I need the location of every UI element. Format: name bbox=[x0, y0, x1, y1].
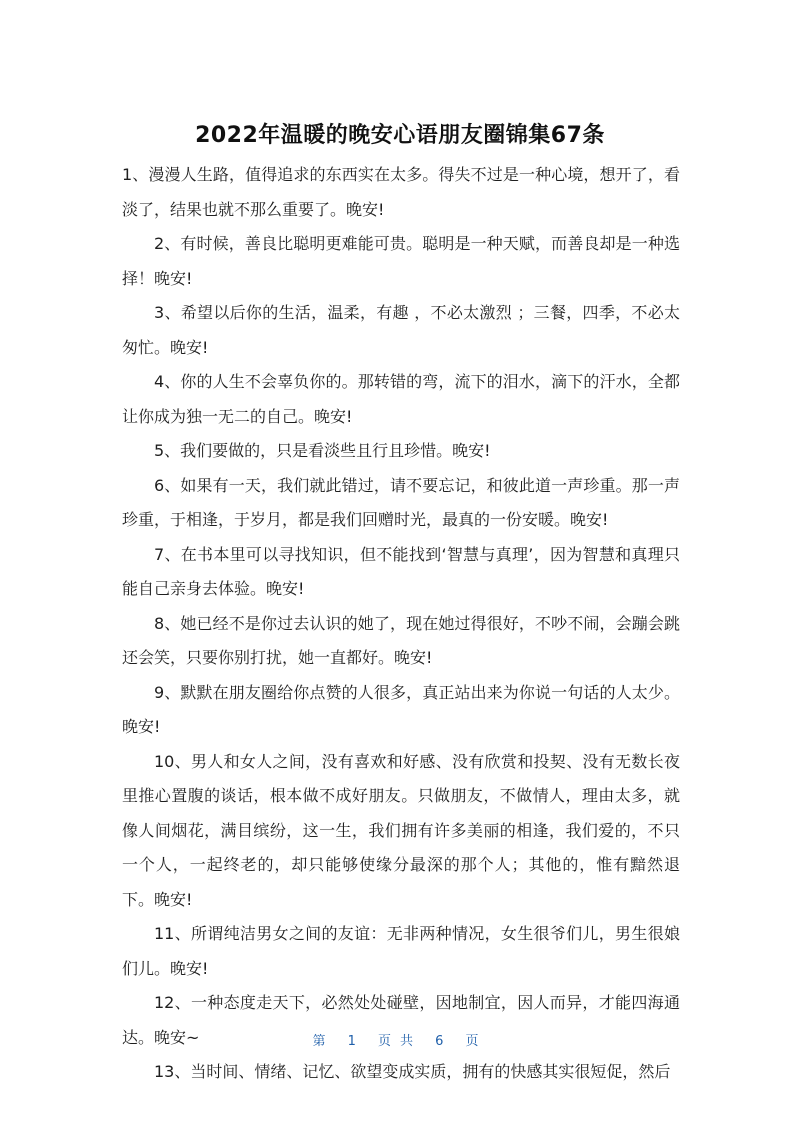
paragraph-9: 9、默默在朋友圈给你点赞的人很多，真正站出来为你说一句话的人太少。晚安! bbox=[122, 682, 680, 736]
page-number-label: 第 1 页共 6 页 bbox=[312, 1034, 488, 1049]
paragraph-4: 4、你的人生不会辜负你的。那转错的弯，流下的泪水，滴下的汗水，全都让你成为独一无二的自己。晚安! bbox=[122, 372, 680, 426]
paragraph-12: 12、一种态度走天下，必然处处碰壁，因地制宜，因人而异，才能四海通达。晚安~ bbox=[122, 993, 680, 1047]
paragraph-11: 11、所谓纯洁男女之间的友谊：无非两种情况，女生很爷们儿，男生很娘们儿。晚安! bbox=[122, 924, 680, 978]
paragraph-6: 6、如果有一天，我们就此错过，请不要忘记，和彼此道一声珍重。那一声珍重，于相逢，于岁月，都是我们回赠时光，最真的一份安暖。晚安! bbox=[122, 475, 680, 529]
paragraph-1: 1、漫漫人生路，值得追求的东西实在太多。得失不过是一种心境，想开了，看淡了，结果也就不那么重要了。晚安! bbox=[122, 165, 680, 219]
paragraph-10: 10、男人和女人之间，没有喜欢和好感、没有欣赏和投契、没有无数长夜里推心置腹的谈话，根本做不成好朋友。只做朋友，不做情人，理由太多，就像人间烟花，满目缤纷，这一生，我们拥有许多美丽的相逢，我们爱的，不只一个人，一起终老的，却只能够使缘分最深的那个人；其他的，惟有黯然退下。晚安! bbox=[122, 751, 680, 909]
paragraph-3: 3、希望以后你的生活，温柔，有趣 ，不必太激烈 ；三餐，四季，不必太匆忙。晚安! bbox=[122, 303, 680, 357]
paragraph-8: 8、她已经不是你过去认识的她了，现在她过得很好，不吵不闹，会蹦会跳还会笑，只要你别打扰，她一直都好。晚安! bbox=[122, 613, 680, 667]
paragraph-2: 2、有时候，善良比聪明更难能可贵。聪明是一种天赋，而善良却是一种选择！晚安! bbox=[122, 234, 680, 288]
page-footer bbox=[0, 1030, 800, 1049]
paragraph-7: 7、在书本里可以寻找知识，但不能找到‘智慧与真理’，因为智慧和真理只能自己亲身去体验。晚安! bbox=[122, 544, 680, 598]
document-title: 2022年温暖的晚安心语朋友圈锦集67条 bbox=[195, 123, 605, 148]
document-body bbox=[122, 158, 680, 1090]
paragraph-13: 13、当时间、情绪、记忆、欲望变成实质，拥有的快感其实很短促，然后 bbox=[154, 1062, 671, 1081]
paragraph-5: 5、我们要做的，只是看淡些且行且珍惜。晚安! bbox=[154, 441, 491, 460]
